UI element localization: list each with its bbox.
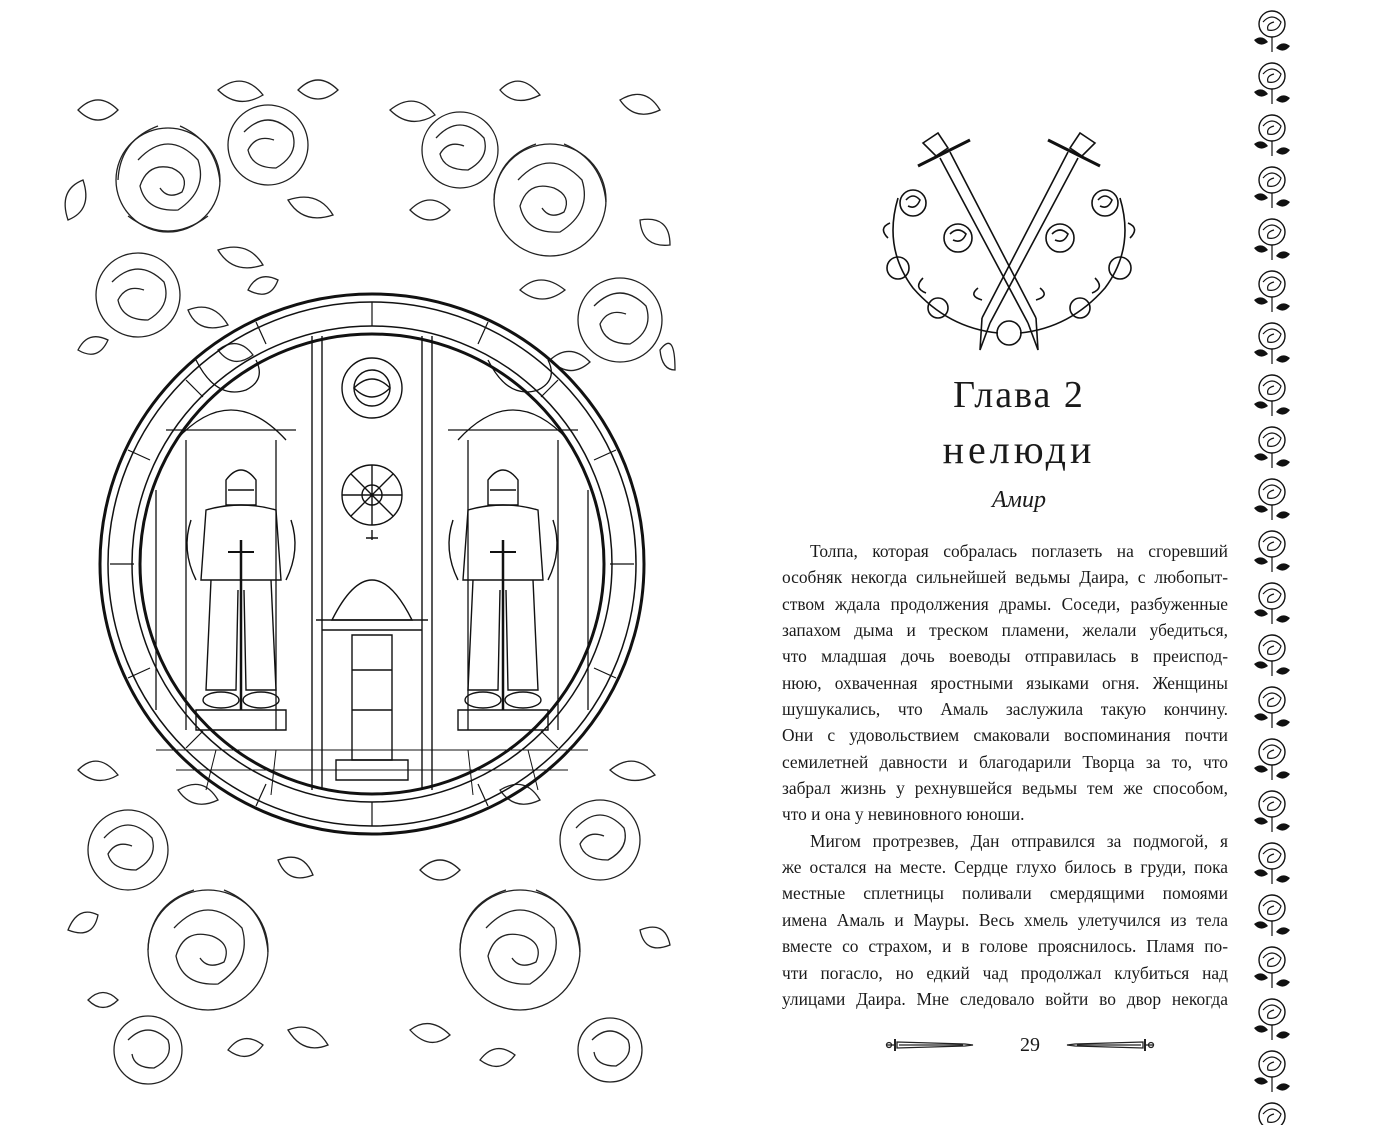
chapter-title: нелюди bbox=[942, 427, 1096, 472]
text-line: имена Амаль и Мауры. Весь хмель улетучился из тела bbox=[782, 909, 1228, 930]
text-line: особняк некогда сильнейшей ведьмы Даира, с любопыт- bbox=[782, 567, 1228, 588]
chapter-heading: Глава 2 bbox=[953, 374, 1085, 416]
right-page bbox=[700, 0, 1394, 1125]
text-line: местные сплетницы поливали смердящими помоями bbox=[782, 883, 1228, 904]
floral-border-icon bbox=[1250, 0, 1294, 1125]
page-footer bbox=[885, 1030, 1175, 1060]
text-line: нюю, охваченная яростными языками огня. Женщины bbox=[782, 672, 1228, 693]
text-line: же остался на месте. Сердце глухо билось в груди, пока bbox=[782, 857, 1228, 878]
narrator-name: Амир bbox=[992, 487, 1046, 513]
text-line: вместе со страхом, и в голове прояснилось. Пламя по- bbox=[782, 936, 1228, 957]
text-line: семилетней давности и благодарили Творца за то, что bbox=[782, 751, 1228, 772]
floral-border bbox=[1250, 0, 1294, 1125]
medallion-knights-icon bbox=[96, 290, 648, 838]
text-line: забрал жизнь у рехнувшейся ведьмы тем же способом, bbox=[782, 778, 1228, 799]
crossed-swords-roses-icon bbox=[878, 128, 1140, 356]
text-line: шушукались, что Амаль заслужила такую кончину. bbox=[782, 699, 1228, 720]
text-line: чти погасло, но едкий чад продолжал клубиться над bbox=[782, 962, 1228, 983]
sword-right-icon bbox=[1065, 1036, 1155, 1054]
text-line: Толпа, которая собралась поглазеть на сгоревший bbox=[810, 541, 1228, 561]
sword-left-icon bbox=[885, 1036, 975, 1054]
text-line: что и она у невиновного юноши. bbox=[782, 804, 1025, 825]
text-line: Они с удовольствием смаковали воспоминания почти bbox=[782, 725, 1228, 746]
stained-glass-medallion bbox=[96, 290, 648, 838]
text-line: Мигом протрезвев, Дан отправился за подмогой, я bbox=[810, 830, 1228, 851]
body-text bbox=[782, 538, 1228, 1012]
page-number: 29 bbox=[1020, 1034, 1040, 1056]
text-line: запахом дыма и треском пламени, желали убедиться, bbox=[782, 620, 1228, 641]
chapter-emblem bbox=[878, 128, 1140, 356]
text-line: ством ждала продолжения драмы. Соседи, разбуженные bbox=[782, 593, 1228, 614]
text-line: что младшая дочь воеводы отправилась в преиспод- bbox=[782, 646, 1228, 667]
text-line: улицами Даира. Мне следовало войти во двор некогда bbox=[782, 988, 1228, 1009]
